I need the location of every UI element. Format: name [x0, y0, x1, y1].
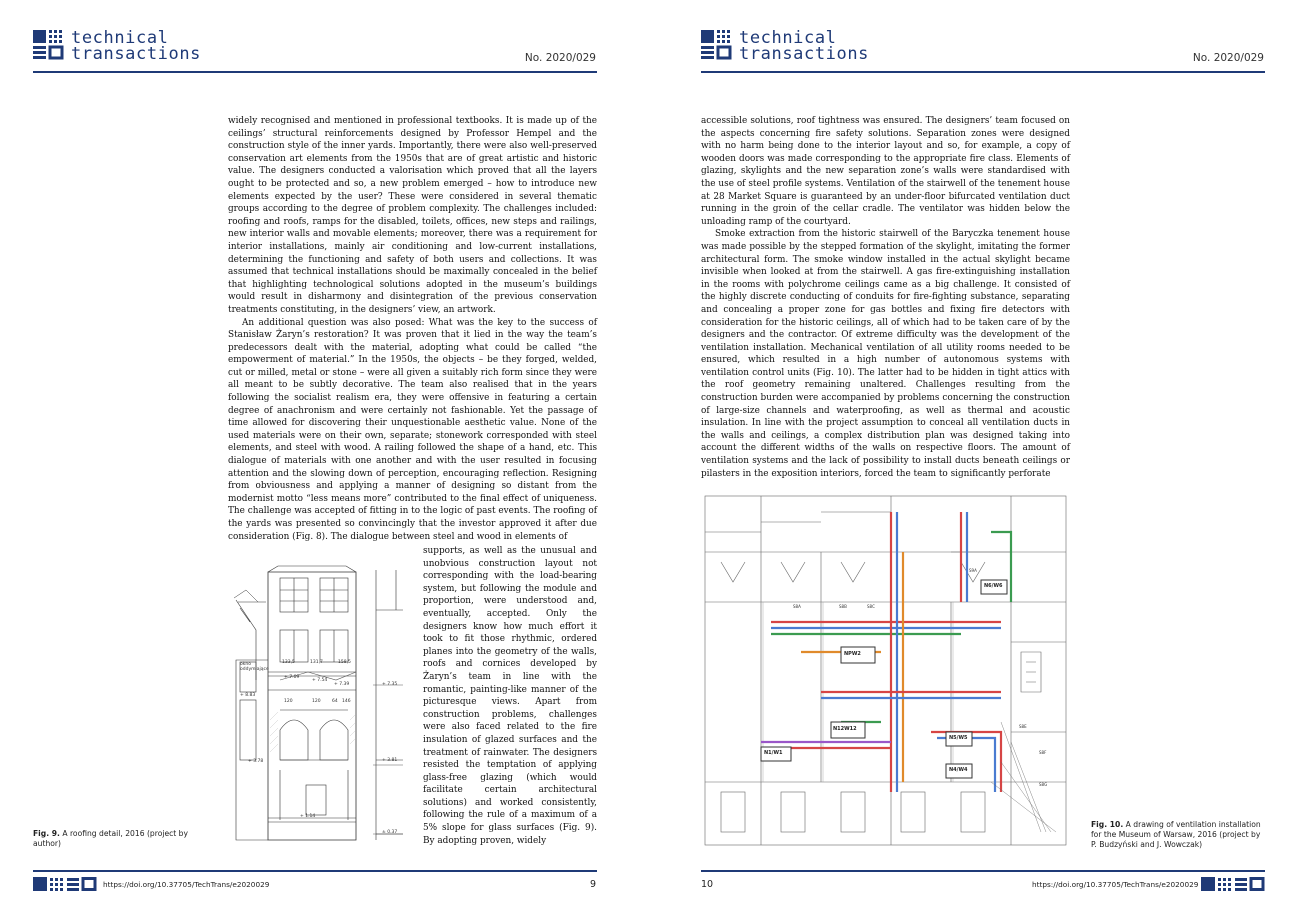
journal-name: [71, 30, 201, 62]
level-label: + 7.39: [334, 682, 350, 687]
figure-caption-text: A roofing detail, 2016 (project by author): [33, 829, 189, 848]
doi-link[interactable]: https://doi.org/10.37705/TechTrans/e2020029: [103, 880, 270, 889]
room-label: S8A: [793, 604, 801, 609]
unit-label: N1/W1: [764, 750, 783, 756]
figure-label: Fig. 10.: [1091, 820, 1124, 829]
issue-number: No. 2020/029: [1192, 52, 1264, 64]
journal-name-line2: transactions: [71, 44, 202, 64]
body-text-top: [228, 115, 597, 543]
footer-logo-icon: [1201, 877, 1265, 891]
room-label: S8F: [1039, 750, 1047, 755]
figure-9-caption: [33, 829, 193, 849]
room-label: S8B: [839, 604, 847, 609]
paragraph: widely recognised and mentioned in professional textbooks. It is made up of the ceilings’ structural reinforcements designed by Professor Hempel and the construction style of the inner yards. Importantly, there were also well-preserved conservation art elements from the 1950s that are of great artistic and historic value. The designers conducted a valorisation which proved that all the layers ought to be protected and so, a new problem emerged – how to introduce new elements expected by the user? These were considered in several thematic groups according to the degree of problem complexity. The challenges included: roofing and roofs, ramps for the disabled, toilets, offices, new steps and railings, new interior walls and movable elements; moreover, there was a requirement for interior installations, mainly air conditioning and low-current installations, determining the functioning and safety of both users and collections. It was assumed that technical installations should be maximally concealed in the belief that highlighting technological solutions adopted in the museum’s buildings would result in disharmony and disintegration of the previous conservation treatments constituting, in the designers’ view, an artwork.: [228, 116, 597, 315]
header-rule: [701, 71, 1265, 73]
figure-label: Fig. 9.: [33, 829, 60, 838]
level-label: + 7.35: [382, 682, 398, 687]
header-rule: [33, 71, 597, 73]
journal-logo-mark-icon: [33, 30, 65, 60]
paragraph: accessible solutions, roof tightness was ensured. The designers’ team focused on the aspects concerning fire safety solutions. Separation zones were designed with no harm being done to the interior layout and so, for example, a copy of wooden doors was made corresponding to the appropriate fire class. Elements of glazing, skylights and the new separation zone’s walls were standardised with the use of steel profile systems. Ventilation of the stairwell of the tenement house at 28 Market Square is guaranteed by an under-floor bifurcated ventilation duct running in the groin of the cellar cradle. The ventilator was hidden below the unloading ramp of the courtyard.: [701, 116, 1070, 227]
journal-name: [739, 30, 869, 62]
level-label: + 7.54: [312, 678, 328, 683]
figure-10-caption: [1091, 820, 1261, 850]
journal-logo-mark-icon: [701, 30, 733, 60]
dim-label: 120: [284, 699, 293, 704]
dim-label: 131,7: [310, 660, 323, 665]
issue-number: No. 2020/029: [524, 52, 596, 64]
room-label: S8C: [867, 604, 875, 609]
footer-logo-icon: [33, 877, 97, 891]
body-text-side: [423, 545, 597, 847]
dim-label: 133,5: [282, 660, 295, 665]
paragraph: An additional question was also posed: What was the key to the success of Stanisław Żaryn’s restoration? It was proven that it lied in the way the team’s predecessors dealt with the material, adopting what could be called “the empowerment of material.” In the 1950s, the objects – be they forged, welded, cut or milled, metal or stone – were all given a suitably rich form since they were all meant to be subtly decorative. The team also realised that in the years following the socialist realism era, they were offensive in featuring a certain degree of anachronism and were certainly not fashionable. Yet the passage of time allowed for discovering their unquestionable aesthetic value. None of the used materials were on their own, separate; stonework corresponded with steel elements, and steel with wood. A railing followed the shape of a hand, etc. This dialogue of materials with one another and with the user resulted in focusing attention and the slowing down of perception, encouraging reflection. Resigning from obviousness and applying a manner of designing so distant from the modernist motto “less means more” contributed to the final effect of uniqueness. The challenge was accepted of fitting in to the logic of past events. The roofing of the yards was presented so convincingly that the investor approved it after due consideration (Fig. 8). The dialogue between steel and wood in elements of: [228, 317, 597, 542]
level-label: + 1.14: [300, 814, 316, 819]
page-number: 10: [701, 879, 714, 890]
journal-logo: [33, 30, 201, 62]
paragraph: Smoke extraction from the historic stairwell of the Baryczka tenement house was made possible by the stepped formation of the skylight, imitating the former architectural form. The smoke window installed in the actual skylight became invisible when looked at from the stairwell. A gas fire-extinguishing installation in the rooms with polychrome ceilings came as a big challenge. It consisted of the highly discrete conducting of conduits for fire-fighting substance, separating and concealing a proper zone for gas bottles and fixing fire detectors with consideration for the historic ceilings, all of which had to be taken care of by the designers and the contractor. Of extreme difficulty was the development of the ventilation installation. Mechanical ventilation of all utility rooms needed to be ensured, which resulted in a high number of autonomous systems with ventilation control units (Fig. 10). The latter had to be hidden in tight attics with the roof geometry remaining unaltered. Challenges resulting from the construction burden were accompanied by problems concerning the construction of large-size channels and waterproofing, as well as thermal and acoustic insulation. In line with the project assumption to conceal all ventilation ducts in the walls and ceilings, a complex distribution plan was designed taking into account the different widths of the walls on respective floors. The amount of ventilation systems and the lack of possibility to install ducts beneath ceilings or pilasters in the exposition interiors, forced the team to significantly perforate: [701, 229, 1070, 479]
label-okno: okno oddymiające: [240, 662, 269, 672]
dim-label: 146: [342, 699, 351, 704]
unit-label: N5/W5: [949, 735, 968, 741]
body-text-top: [701, 115, 1070, 480]
figure-9-roofing-detail: [228, 560, 403, 842]
figure-caption-text: A drawing of ventilation installation for the Museum of Warsaw, 2016 (project by P. Budzyński and J. Wowczak): [1091, 820, 1261, 849]
level-label: + 8.83: [240, 693, 256, 698]
paragraph: supports, as well as the unusual and unobvious construction layout not corresponding with the load-bearing system, but following the module and proportion, were understood and, eventually, accepted. Only the designers know how much effort it took to fit those rhythmic, ordered planes into the geometry of the walls, roofs and cornices developed by Żaryn’s team in line with the romantic, painting-like manner of the picturesque views. Apart from construction problems, challenges were also faced related to the fire insulation of glazed surfaces and the treatment of rainwater. The designers resisted the temptation of applying glass-free glazing (which would facilitate certain architectural solutions) and worked consistently, following the rule of a maximum of a 5% slope for glass surfaces (Fig. 9). By adopting proven, widely: [423, 546, 597, 846]
unit-label: N6/W6: [984, 583, 1003, 589]
dim-label: 120: [312, 699, 321, 704]
footer-rule: [701, 870, 1265, 872]
level-label: + 7.69: [284, 675, 300, 680]
page-number: 9: [590, 879, 597, 890]
journal-name-line2: transactions: [739, 44, 870, 64]
footer-rule: [33, 870, 597, 872]
journal-name-line1: technical: [71, 28, 169, 48]
room-label: S8G: [1039, 782, 1048, 787]
dim-label: 64: [332, 699, 338, 704]
unit-label: NPW2: [844, 651, 861, 657]
level-label: + 3.78: [248, 759, 264, 764]
journal-name-line1: technical: [739, 28, 837, 48]
dim-label: 158,5: [338, 660, 351, 665]
room-label: S9A: [969, 568, 977, 573]
room-label: S8E: [1019, 724, 1027, 729]
right-page: [650, 0, 1300, 919]
figure-10-ventilation-plan: [701, 492, 1070, 849]
ventilation-plan-drawing: [701, 492, 1070, 849]
level-label: + 3.81: [382, 758, 398, 763]
journal-logo: [701, 30, 869, 62]
level-label: ± 0.37: [382, 830, 398, 835]
unit-label: N12W12: [833, 726, 857, 732]
unit-label: N4/W4: [949, 767, 968, 773]
doi-link[interactable]: https://doi.org/10.37705/TechTrans/e2020029: [1032, 880, 1199, 889]
